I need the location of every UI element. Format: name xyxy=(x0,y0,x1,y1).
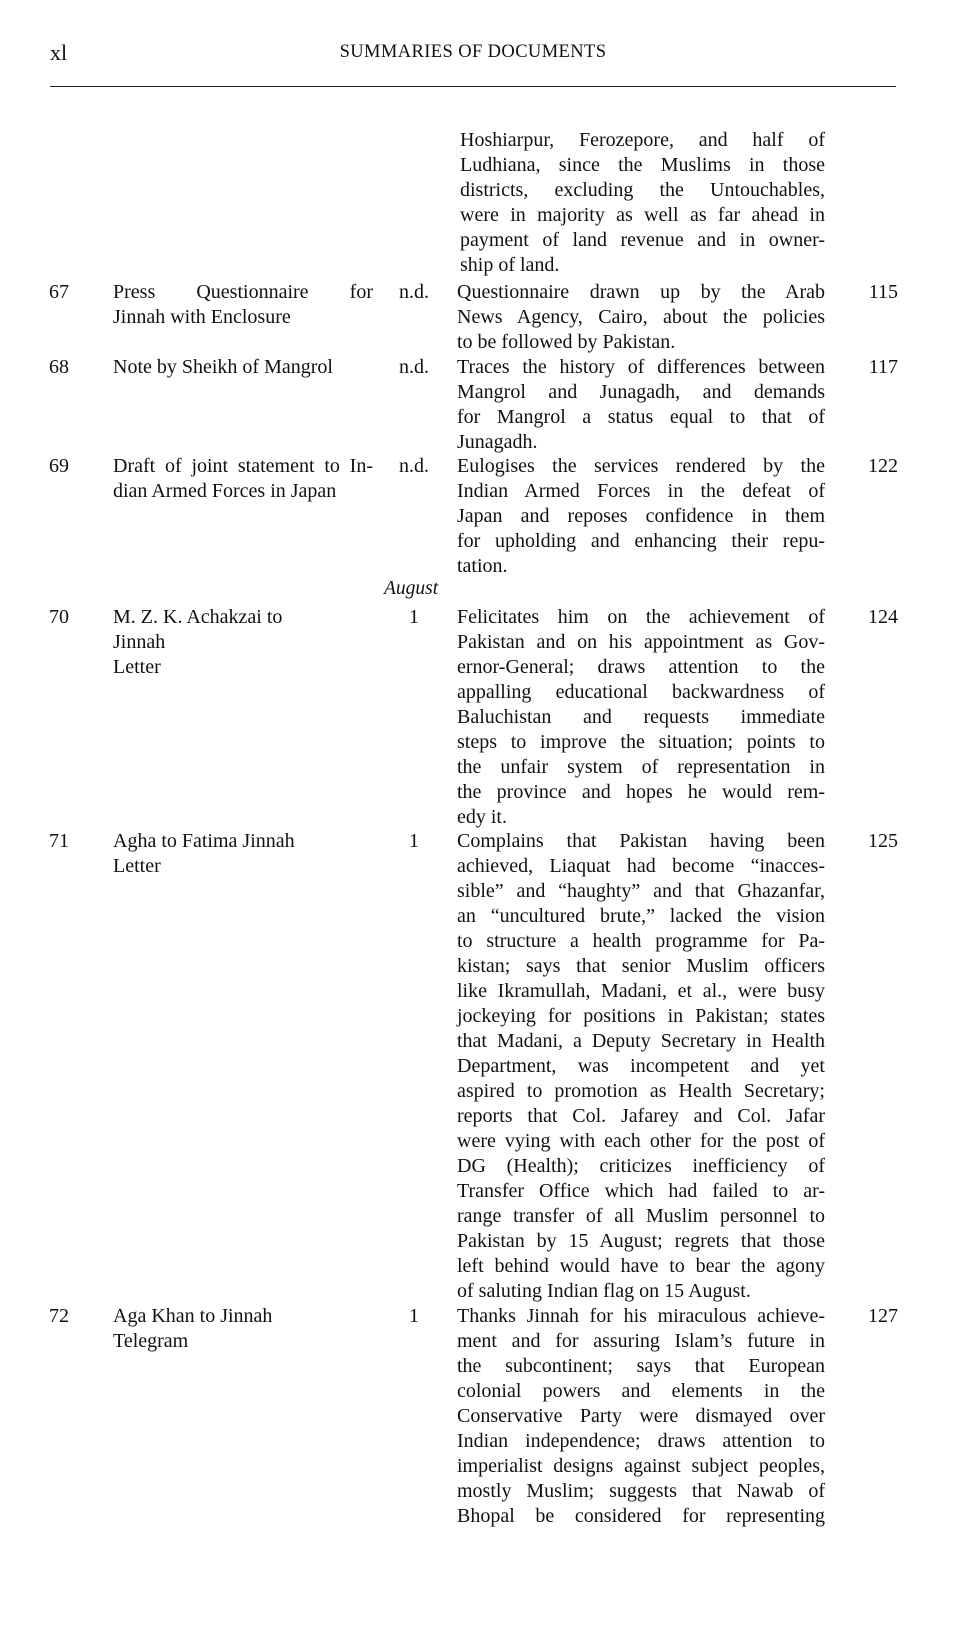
entry-page: 115 xyxy=(868,281,898,303)
summary-line: Bhopal be considered for representing xyxy=(457,1505,825,1527)
summary-line: steps to improve the situation; points to xyxy=(457,731,825,753)
summary-line: that Madani, a Deputy Secretary in Health xyxy=(457,1030,825,1052)
summary-line: Felicitates him on the achievement of xyxy=(457,606,825,628)
summary-line: Mangrol and Junagadh, and demands xyxy=(457,381,825,403)
summary-line: tation. xyxy=(457,555,508,577)
summary-line: sible” and “haughty” and that Ghazanfar, xyxy=(457,880,825,902)
summary-line: Indian Armed Forces in the defeat of xyxy=(457,480,825,502)
entry-date: 1 xyxy=(409,830,419,852)
title-line: Draft of joint statement to In- xyxy=(113,455,373,477)
entry-title xyxy=(113,280,373,330)
entry-number: 70 xyxy=(49,606,69,628)
summary-line: DG (Health); criticizes inefficiency of xyxy=(457,1155,825,1177)
summary-line: of saluting Indian flag on 15 August. xyxy=(457,1280,751,1302)
summary-line: payment of land revenue and in owner- xyxy=(460,229,825,251)
summary-line: ernor-General; draws attention to the xyxy=(457,656,825,678)
summary-line: Complains that Pakistan having been xyxy=(457,830,825,852)
summary-line: imperialist designs against subject peoples, xyxy=(457,1455,825,1477)
summary-line: Traces the history of differences between xyxy=(457,356,825,378)
summary-line: ment and for assuring Islam’s future in xyxy=(457,1330,825,1352)
title-line: Jinnah with Enclosure xyxy=(113,306,291,328)
continued-summary xyxy=(460,128,825,278)
summary-line: aspired to promotion as Health Secretary; xyxy=(457,1080,825,1102)
summary-line: like Ikramullah, Madani, et al., were busy xyxy=(457,980,825,1002)
page-title: SUMMARIES OF DOCUMENTS xyxy=(339,42,607,62)
entry-summary xyxy=(457,280,825,355)
title-line: Note by Sheikh of Mangrol xyxy=(113,356,333,378)
entry-summary xyxy=(457,454,825,579)
summary-line: Pakistan and on his appointment as Gov- xyxy=(457,631,825,653)
summary-line: an “uncultured brute,” lacked the vision xyxy=(457,905,825,927)
entry-number: 69 xyxy=(49,455,69,477)
entry-title xyxy=(113,829,373,879)
entry-date: 1 xyxy=(409,606,419,628)
summary-line: the unfair system of representation in xyxy=(457,756,825,778)
summary-line: Japan and reposes confidence in them xyxy=(457,505,825,527)
summary-line: to structure a health programme for Pa- xyxy=(457,930,825,952)
summary-line: Junagadh. xyxy=(457,431,538,453)
summary-line: districts, excluding the Untouchables, xyxy=(460,179,825,201)
entry-title xyxy=(113,355,373,380)
entry-page: 125 xyxy=(868,830,898,852)
summary-line: Eulogises the services rendered by the xyxy=(457,455,825,477)
entry-number: 67 xyxy=(49,281,69,303)
summary-line: mostly Muslim; suggests that Nawab of xyxy=(457,1480,825,1502)
title-line: Telegram xyxy=(113,1330,189,1352)
summary-line: reports that Col. Jafarey and Col. Jafar xyxy=(457,1105,825,1127)
summary-line: for upholding and enhancing their repu- xyxy=(457,530,825,552)
summary-line: Ludhiana, since the Muslims in those xyxy=(460,154,825,176)
entry-summary xyxy=(457,605,825,830)
entry-page: 122 xyxy=(868,455,898,477)
entry-summary xyxy=(457,1304,825,1529)
running-head xyxy=(50,40,896,70)
summary-line: Indian independence; draws attention to xyxy=(457,1430,825,1452)
entry-page: 127 xyxy=(868,1305,898,1327)
month-label: August xyxy=(384,578,439,599)
header-rule xyxy=(50,86,896,87)
summary-line: Questionnaire drawn up by the Arab xyxy=(457,281,825,303)
title-line: Press Questionnaire for xyxy=(113,281,373,303)
title-line: Letter xyxy=(113,656,161,678)
entry-number: 71 xyxy=(49,830,69,852)
summary-line: to be followed by Pakistan. xyxy=(457,331,676,353)
summary-line: appalling educational backwardness of xyxy=(457,681,825,703)
title-line: Jinnah xyxy=(113,631,166,653)
entry-summary xyxy=(457,355,825,455)
entry-number: 72 xyxy=(49,1305,69,1327)
summary-line: edy it. xyxy=(457,806,507,828)
summary-line: left behind would have to bear the agony xyxy=(457,1255,825,1277)
summary-line: colonial powers and elements in the xyxy=(457,1380,825,1402)
entry-title xyxy=(113,454,373,504)
entry-title xyxy=(113,605,373,680)
summary-line: kistan; says that senior Muslim officers xyxy=(457,955,825,977)
entry-page: 117 xyxy=(868,356,898,378)
summary-line: Baluchistan and requests immediate xyxy=(457,706,825,728)
summary-line: Transfer Office which had failed to ar- xyxy=(457,1180,825,1202)
title-line: Agha to Fatima Jinnah xyxy=(113,830,295,852)
title-line: Letter xyxy=(113,855,161,877)
summary-line: the subcontinent; says that European xyxy=(457,1355,825,1377)
summary-line: range transfer of all Muslim personnel to xyxy=(457,1205,825,1227)
entry-number: 68 xyxy=(49,356,69,378)
summary-line: were in majority as well as far ahead in xyxy=(460,204,825,226)
summary-line: Thanks Jinnah for his miraculous achieve- xyxy=(457,1305,825,1327)
summary-line: achieved, Liaquat had become “inacces- xyxy=(457,855,825,877)
page-folio: xl xyxy=(50,40,68,65)
entry-date: n.d. xyxy=(399,281,429,303)
title-line: M. Z. K. Achakzai to xyxy=(113,606,283,628)
title-line: dian Armed Forces in Japan xyxy=(113,480,337,502)
entry-date: n.d. xyxy=(399,356,429,378)
summary-line: ship of land. xyxy=(460,254,560,276)
summary-line: Department, was incompetent and yet xyxy=(457,1055,825,1077)
entry-date: n.d. xyxy=(399,455,429,477)
summary-line: Pakistan by 15 August; regrets that those xyxy=(457,1230,825,1252)
summary-line: were vying with each other for the post of xyxy=(457,1130,825,1152)
summary-line: News Agency, Cairo, about the policies xyxy=(457,306,825,328)
summary-line: jockeying for positions in Pakistan; states xyxy=(457,1005,825,1027)
summary-line: the province and hopes he would rem- xyxy=(457,781,825,803)
entry-title xyxy=(113,1304,373,1354)
entry-summary xyxy=(457,829,825,1304)
summary-line: Conservative Party were dismayed over xyxy=(457,1405,825,1427)
summary-line: for Mangrol a status equal to that of xyxy=(457,406,825,428)
entry-page: 124 xyxy=(868,606,898,628)
title-line: Aga Khan to Jinnah xyxy=(113,1305,273,1327)
entry-date: 1 xyxy=(409,1305,419,1327)
summary-line: Hoshiarpur, Ferozepore, and half of xyxy=(460,129,825,151)
